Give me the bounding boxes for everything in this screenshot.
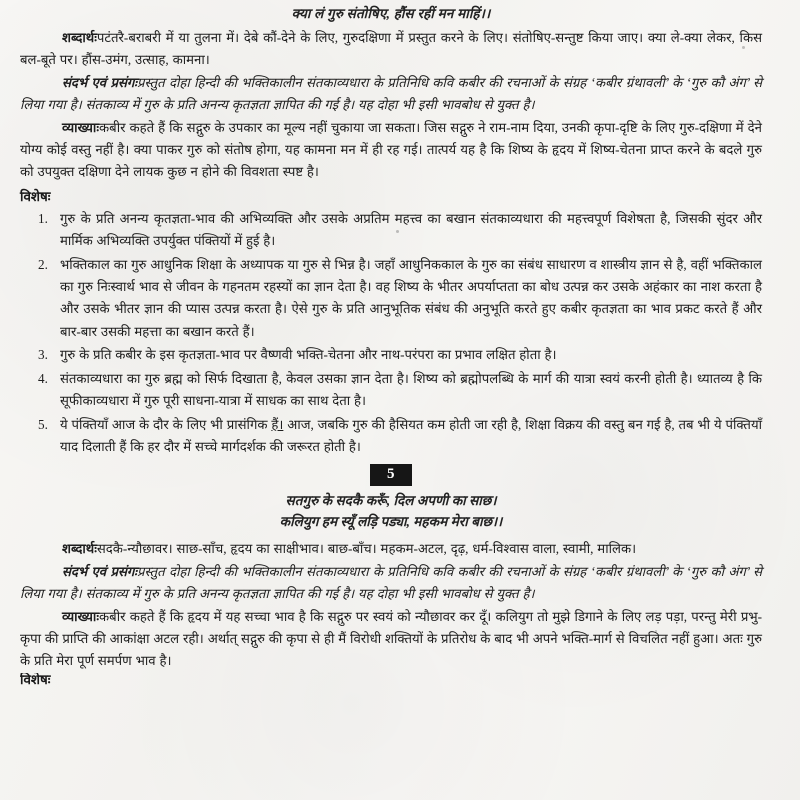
list-item-text: गुरु के प्रति अनन्य कृतज्ञता-भाव की अभिव्यक्ति और उसके अप्रतिम महत्त्व का बखान संतकाव्यधारा की महत्त्वपूर्ण विशेषता है, जिसकी सुंदर और मार्मिक अभिव्यक्ति उपर्युक्त पंक्तियों में हुई है।	[60, 210, 762, 249]
list-item	[20, 414, 762, 459]
vyakhya-text-5: कबीर कहते हैं कि हृदय में यह सच्चा भाव है कि सद्गुरु पर स्वयं को न्यौछावर कर दूँ। कलियुग तो मुझे डिगाने के लिए लड़ पड़ा, परन्तु मेरी प्रभु-कृपा की प्राप्ति की आकांक्षा अटल रही। अर्थात् सद्गुरु की कृपा से ही मैं विरोधी शक्तियों के प्रतिरोध के बाद भी अपने भक्ति-मार्ग से विचलित नहीं हुआ। अतः गुरु के प्रति मेरा पूर्ण समर्पण भाव है।	[20, 608, 762, 669]
emphasised-word: हैं।	[271, 416, 284, 432]
shabdarth-text: पटंतरै-बराबरी में या तुलना में। देबे कौं-देने के लिए, गुरुदक्षिणा में प्रस्तुत करने के लिए। संतोषिए-सन्तुष्ट किया जाए। क्या ले-क्या लेकर, किस बल-बूते पर। हौंस-उमंग, उत्साह, कामना।	[20, 30, 762, 68]
vishesh-heading-clipped-container	[20, 673, 762, 687]
list-item-text-before: ये पंक्तियाँ आज के दौर के लिए भी प्रासंगिक	[60, 416, 272, 432]
list-item-text-after: आज, जबकि गुरु की हैसियत कम होती जा रही है, शिक्षा विक्रय की वस्तु बन गई है, तब भी ये पंक्तियाँ याद दिलाती हैं कि हर दौर में सच्चे मार्गदर्शक की जरूरत होती है।	[60, 416, 763, 454]
list-item-text: गुरु के प्रति कबीर के इस कृतज्ञता-भाव पर वैष्णवी भक्ति-चेतना और नाथ-परंपरा का प्रभाव लक्षित होता है।	[60, 347, 557, 363]
page-content	[20, 0, 762, 687]
vyakhya-label: व्याख्याः	[62, 119, 100, 135]
vyakhya-text: कबीर कहते हैं कि सद्गुरु के उपकार का मूल्य नहीं चुकाया जा सकता। जिस सद्गुरु ने राम-नाम दिया, उनकी कृपा-दृष्टि के लिए गुरु-दक्षिणा में देने योग्य कोई वस्तु नहीं है। क्या पाकर गुरु को संतोष होगा, यह कामना मन में ही रह गई। तात्पर्य यह है कि शिष्य के हृदय में शिष्य-चेतना प्राप्त करने के बदले गुरु को उपयुक्त दक्षिणा देने लायक कुछ न होने की विवशता स्पष्ट है।	[20, 119, 762, 180]
list-marker: 3.	[38, 347, 48, 363]
list-marker: 5.	[38, 416, 48, 432]
couplet-block	[20, 490, 762, 532]
vishesh-heading: विशेषः	[20, 188, 51, 204]
vishesh-list	[20, 208, 762, 458]
sandarbh-label: संदर्भ एवं प्रसंगः	[62, 74, 137, 90]
list-marker: 1.	[38, 210, 48, 226]
shabdarth-label-5: शब्दार्थः	[62, 541, 97, 557]
vishesh-heading-5: विशेषः	[20, 672, 51, 687]
vyakhya-paragraph-5	[20, 606, 762, 673]
list-marker: 2.	[38, 256, 48, 272]
shabdarth-paragraph-5	[20, 538, 762, 560]
list-marker: 4.	[38, 370, 48, 386]
list-item	[20, 254, 762, 344]
list-item	[20, 368, 762, 413]
section-number-container	[20, 464, 762, 486]
sandarbh-paragraph-5	[20, 561, 762, 606]
list-item	[20, 208, 762, 253]
shabdarth-text-5: सदकै-न्यौछावर। साछ-साँच, हृदय का साक्षीभाव। बाछ-बाँच। महकम-अटल, दृढ़, धर्म-विश्वास वाला, स्वामी, मालिक।	[96, 541, 637, 557]
top-verse-line: क्या लं गुरु संतोषिए, हौंस रहीं मन माहिं।।	[291, 6, 491, 21]
sandarbh-label-5: संदर्भ एवं प्रसंगः	[62, 563, 137, 579]
shabdarth-label: शब्दार्थः	[62, 30, 97, 45]
shabdarth-paragraph	[20, 27, 762, 72]
list-item-text: संतकाव्यधारा का गुरु ब्रह्म को सिर्फ दिखाता है, केवल उसका ज्ञान देता है। शिष्य को ब्रह्मोपलब्धि के मार्ग की यात्रा स्वयं करनी होती है। ध्यातव्य है कि सूफीकाव्यधारा में गुरु पूरी साधना-यात्रा में साधक का साथ देता है।	[60, 370, 762, 409]
list-item	[20, 344, 762, 366]
couplet-line-2: कलियुग हम स्यूँ लड़ि पड्या, महकम मेरा बाछ।।	[279, 514, 503, 530]
couplet-line-1: सतगुरु के सदकै करूँ, दिल अपणी का साछ।	[285, 493, 497, 509]
sandarbh-paragraph	[20, 72, 762, 117]
section-number-badge: 5	[370, 464, 412, 486]
sandarbh-text: प्रस्तुत दोहा हिन्दी की भक्तिकालीन संतकाव्यधारा के प्रतिनिधि कवि कबीर की रचनाओं के संग्रह ‘कबीर ग्रंथावली’ के ‘गुरु कौ अंग’ से लिया गया है। संतकाव्य में गुरु के प्रति अनन्य कृतज्ञता ज्ञापित की गई है। यह दोहा भी इसी भावबोध से युक्त है।	[20, 74, 762, 113]
list-item-text: भक्तिकाल का गुरु आधुनिक शिक्षा के अध्यापक या गुरु से भिन्न है। जहाँ आधुनिककाल के गुरु का संबंध साधारण व शास्त्रीय ज्ञान से है, वहीं भक्तिकाल का गुरु निःस्वार्थ भाव से जीवन के गहनतम रहस्यों का ज्ञान देता है। वह शिष्य के भीतर अपर्याप्तता का बोध उत्पन्न कर उसके अहंकार का नाश करता है और उसके भीतर ज्ञान की प्यास उत्पन्न करता है। ऐसे गुरु के प्रति आनुभूतिक संबंध की अनुभूति करते हुए कबीर कृतज्ञता का भाव प्रकट करते हैं और बार-बार उसकी महत्ता का बखान करते हैं।	[60, 256, 762, 339]
vyakhya-label-5: व्याख्याः	[62, 608, 100, 624]
vyakhya-paragraph	[20, 117, 762, 184]
sandarbh-text-5: प्रस्तुत दोहा हिन्दी की भक्तिकालीन संतकाव्यधारा के प्रतिनिधि कवि कबीर की रचनाओं के संग्रह ‘कबीर ग्रंथावली’ के ‘गुरु कौ अंग’ से लिया गया है। संतकाव्य में गुरु के प्रति अनन्य कृतज्ञता ज्ञापित की गई है। यह दोहा भी इसी भावबोध से युक्त है।	[20, 563, 762, 602]
